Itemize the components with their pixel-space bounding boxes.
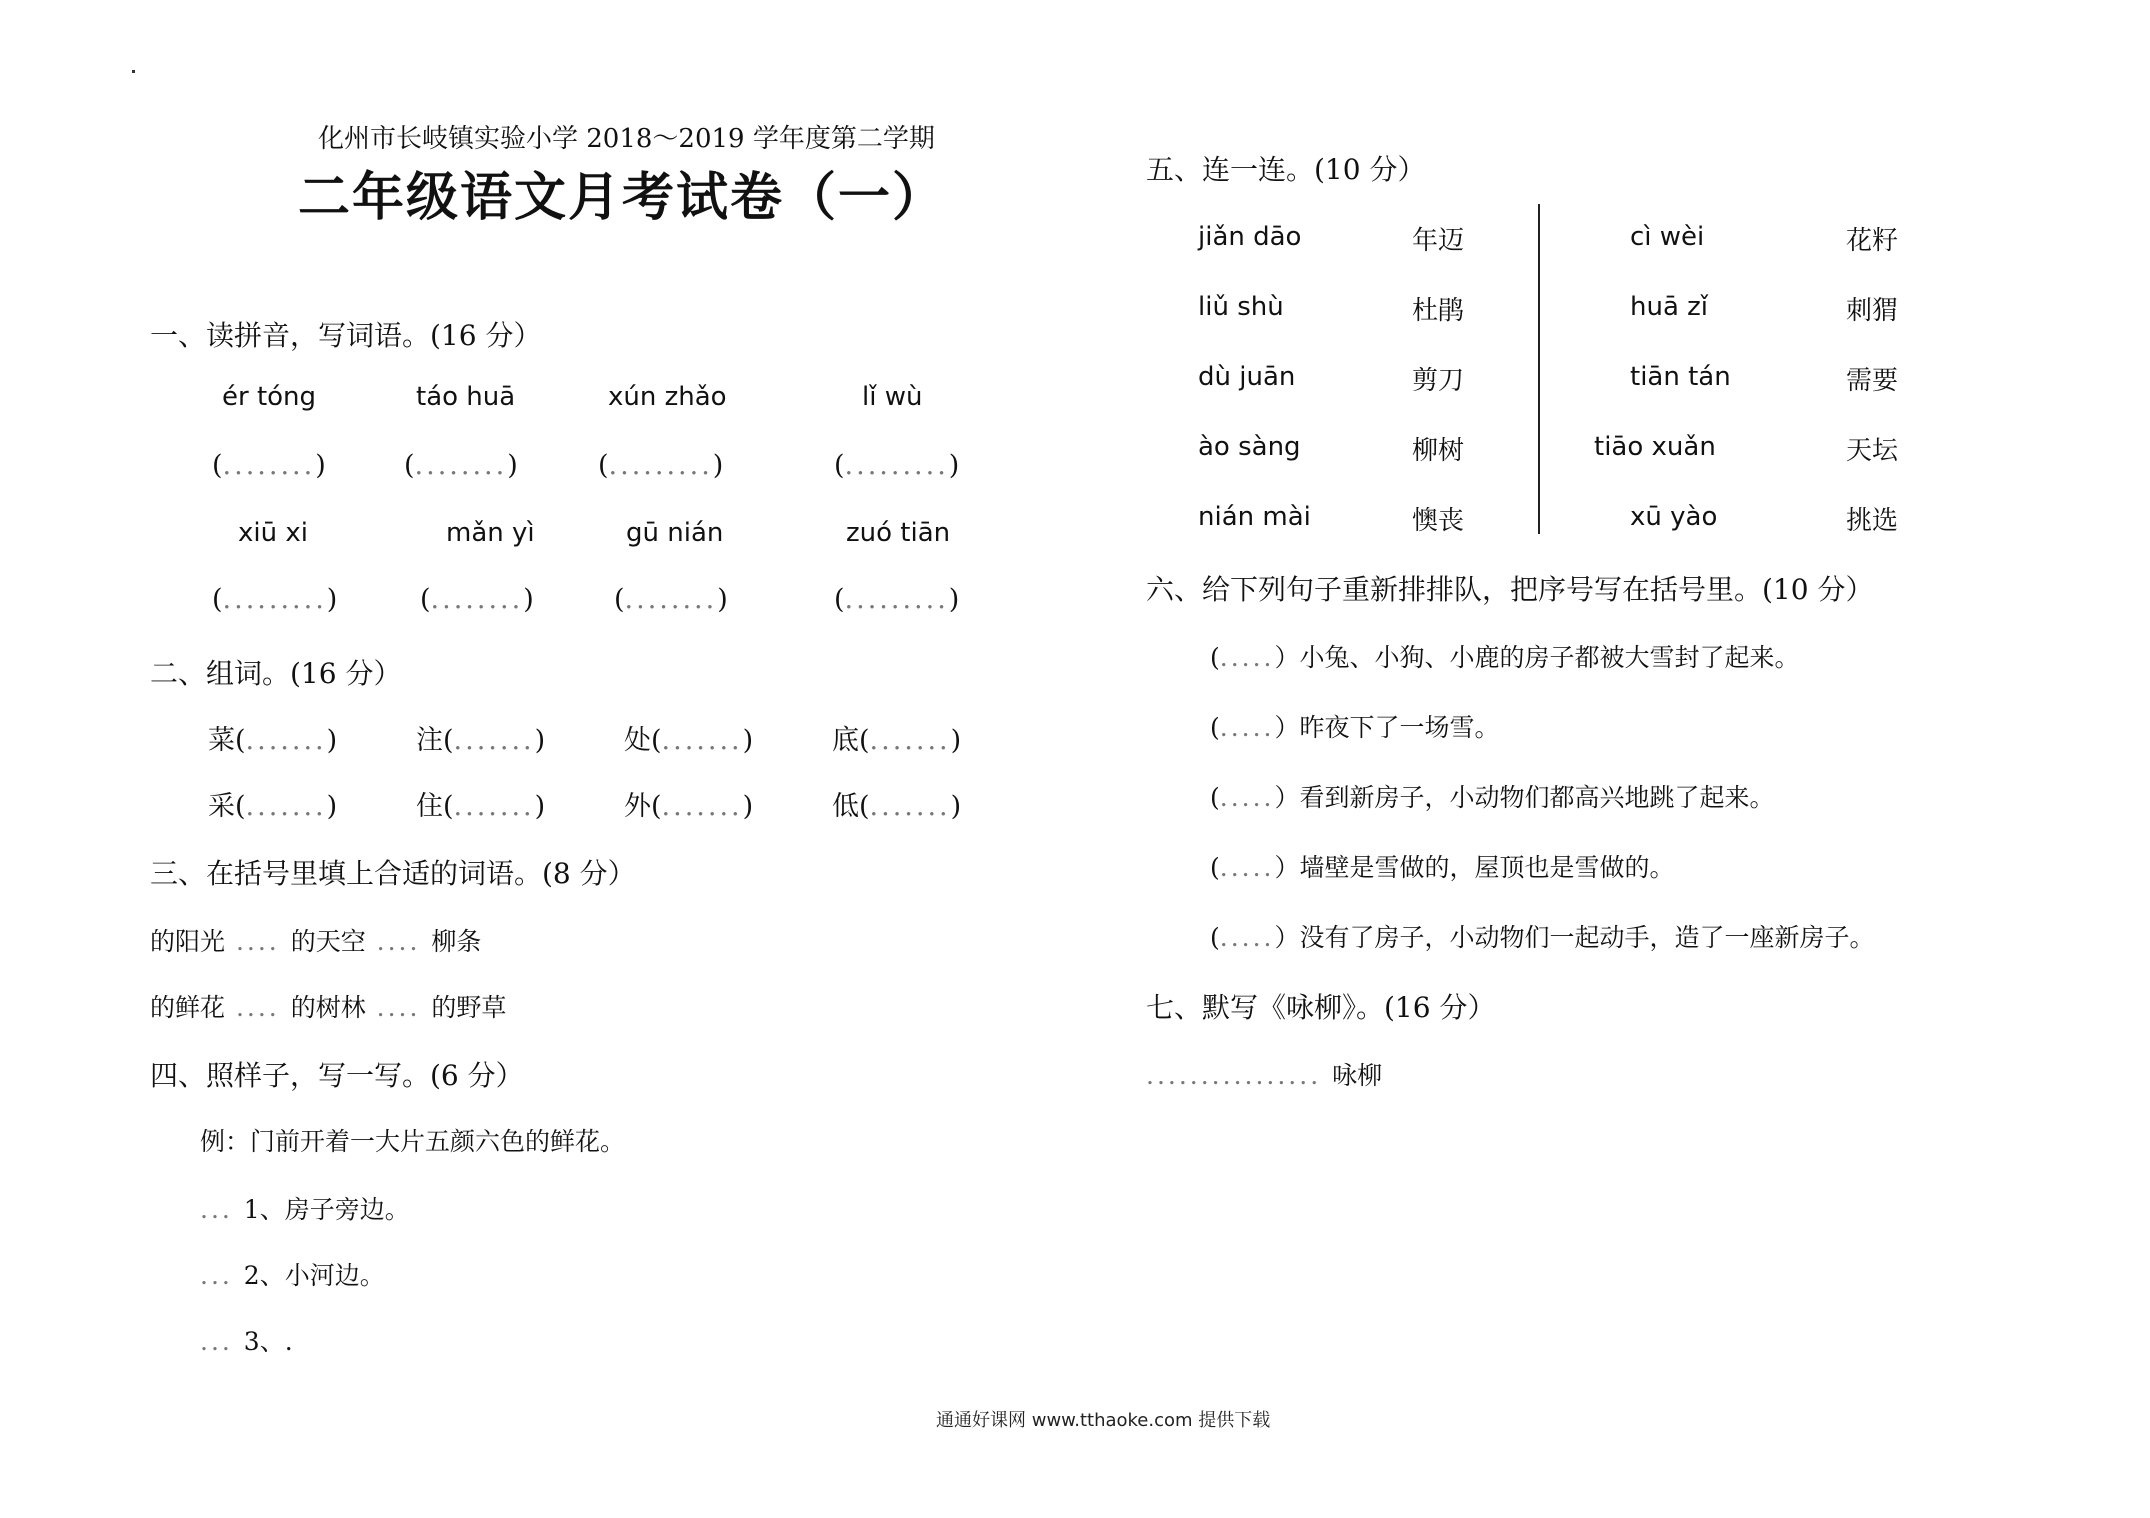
scan-speck [132,70,135,73]
divider-line [1538,204,1540,534]
match-word-right: 需要 [1846,366,1899,396]
word-item: 底(.......) [832,725,962,756]
match-pinyin-left: dù juān [1198,362,1296,392]
match-word-right: 天坛 [1846,436,1899,466]
section-3-heading: 三、在括号里填上合适的词语。(8 分） [150,857,636,890]
match-pinyin-right: cì wèi [1630,222,1705,252]
section-4-heading: 四、照样子，写一写。(6 分） [150,1059,524,1092]
match-word-right: 挑选 [1846,506,1899,536]
word-item: 低(.......) [832,791,962,822]
school-line: 化州市长岐镇实验小学 2018～2019 学年度第二学期 [318,124,935,154]
match-pinyin-right: xū yào [1630,502,1718,532]
match-word-right: 花籽 [1846,226,1899,256]
page-title: 二年级语文月考试卷（一） [298,167,947,228]
order-item: (.....）昨夜下了一场雪。 [1210,713,1500,742]
pinyin-3: xún zhǎo [608,382,727,412]
answer-blank-4[interactable]: (.........) [834,450,960,481]
pinyin-8: zuó tiān [846,518,951,548]
match-pinyin-right: huā zǐ [1630,292,1709,322]
poem-title: ................ 咏柳 [1146,1061,1383,1090]
word-item: 处(.......) [624,725,754,756]
order-item: (.....）小兔、小狗、小鹿的房子都被大雪封了起来。 [1210,643,1800,672]
footer-text: 通通好课网 www.tthaoke.com 提供下载 [936,1410,1271,1431]
match-pinyin-right: tiān tán [1630,362,1731,392]
word-item: 菜(.......) [208,725,338,756]
match-pinyin-left: jiǎn dāo [1198,222,1302,252]
match-word-left: 杜鹃 [1412,296,1465,326]
answer-blank-5[interactable]: (.........) [212,584,338,615]
match-word-left: 年迈 [1412,226,1465,256]
fill-row-2: 的鲜花 .... 的树林 .... 的野草 [150,993,507,1022]
match-pinyin-left: nián mài [1198,502,1311,532]
pinyin-6: mǎn yì [446,518,535,548]
match-word-left: 剪刀 [1412,366,1465,396]
example-sentence: 例：门前开着一大片五颜六色的鲜花。 [200,1127,626,1156]
answer-blank-8[interactable]: (.........) [834,584,960,615]
word-item: 采(.......) [208,791,338,822]
pinyin-7: gū nián [626,518,724,548]
exercise-item: ... 1、房子旁边。 [200,1195,410,1224]
pinyin-4: lǐ wù [862,382,923,412]
exercise-item: ... 2、小河边。 [200,1261,385,1290]
answer-blank-1[interactable]: (........) [212,450,326,481]
order-item: (.....）墙壁是雪做的，屋顶也是雪做的。 [1210,853,1675,882]
section-7-heading: 七、默写《咏柳》。(16 分） [1146,991,1496,1024]
answer-blank-7[interactable]: (........) [614,584,728,615]
match-word-left: 懊丧 [1412,506,1465,536]
order-item: (.....）没有了房子，小动物们一起动手，造了一座新房子。 [1210,923,1875,952]
section-6-heading: 六、给下列句子重新排排队，把序号写在括号里。(10 分） [1146,573,1874,606]
word-item: 外(.......) [624,791,754,822]
answer-blank-3[interactable]: (.........) [598,450,724,481]
word-item: 住(.......) [416,791,546,822]
fill-row-1: 的阳光 .... 的天空 .... 柳条 [150,927,482,956]
order-item: (.....）看到新房子，小动物们都高兴地跳了起来。 [1210,783,1775,812]
match-word-right: 刺猬 [1846,296,1899,326]
section-2-heading: 二、组词。(16 分） [150,657,402,690]
answer-blank-6[interactable]: (........) [420,584,534,615]
section-5-heading: 五、连一连。(10 分） [1146,153,1426,186]
match-word-left: 柳树 [1412,436,1465,466]
section-1-heading: 一、读拼音，写词语。(16 分） [150,319,542,352]
exercise-item: ... 3、. [200,1327,293,1356]
match-pinyin-left: ào sàng [1198,432,1301,462]
word-item: 注(.......) [416,725,546,756]
pinyin-5: xiū xi [238,518,308,548]
match-pinyin-right: tiāo xuǎn [1594,432,1716,462]
pinyin-1: ér tóng [222,382,317,412]
pinyin-2: táo huā [416,382,516,412]
answer-blank-2[interactable]: (........) [404,450,518,481]
match-pinyin-left: liǔ shù [1198,292,1284,322]
